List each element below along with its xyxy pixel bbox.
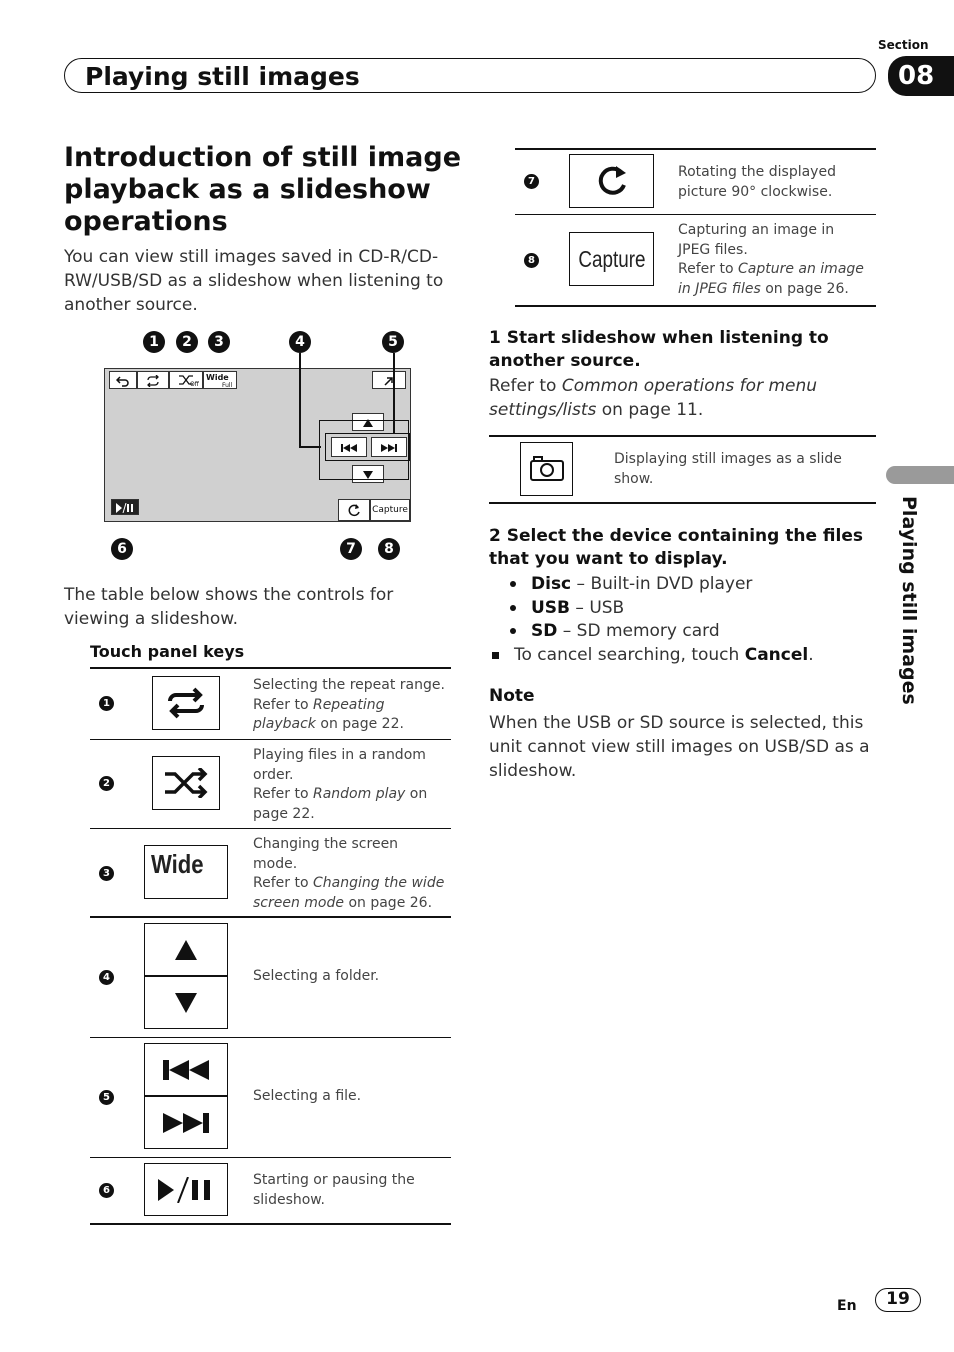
row-description: Starting or pausing the slideshow. — [253, 1172, 415, 1208]
table-row — [90, 1038, 451, 1158]
row-number: 1 — [99, 696, 114, 711]
row-number: 4 — [99, 970, 114, 985]
callout-1: 1 — [143, 331, 165, 353]
mini-capture-key — [370, 499, 410, 521]
wide-icon-label: Wide — [151, 849, 204, 879]
row-ref-link: Capture an image in JPEG files — [678, 261, 864, 297]
callout-6: 6 — [111, 538, 133, 560]
page-title: Playing still images — [85, 62, 360, 91]
bullet-key: SD — [531, 621, 558, 641]
row-number: 7 — [524, 174, 539, 189]
row-description — [253, 835, 445, 913]
row-description — [253, 746, 443, 824]
table-row — [515, 215, 876, 307]
shuffle-icon — [152, 756, 220, 810]
mini-expand-key — [372, 371, 406, 389]
bullet-value: – Built-in DVD player — [571, 574, 753, 594]
capture-icon-label: Capture — [577, 245, 646, 272]
row-refer-text: Refer to — [253, 786, 313, 802]
side-tab-label: Playing still images — [898, 496, 920, 705]
row-desc-text: Playing files in a random order. — [253, 747, 426, 783]
mini-rotate-key — [338, 499, 370, 521]
step-1-ref-link: Common operations for menu settings/lists — [489, 376, 818, 420]
row-desc-text: Changing the screen mode. — [253, 836, 399, 872]
camera-icon — [520, 442, 573, 496]
table-row — [90, 829, 451, 918]
header-bar — [64, 58, 876, 93]
page-number: 19 — [875, 1288, 921, 1312]
row-ref-link: Repeating playback — [253, 696, 385, 732]
row-number: 6 — [99, 1183, 114, 1198]
table-row — [489, 437, 876, 504]
bullet-icon — [510, 605, 516, 611]
previous-file-icon — [144, 1043, 228, 1096]
folder-up-icon — [144, 923, 228, 976]
leader-line-4 — [299, 353, 301, 447]
mini-off-label: Off — [190, 381, 199, 388]
table-row — [90, 740, 451, 829]
rotate-icon — [569, 154, 654, 208]
bullet-value: – SD memory card — [557, 621, 720, 641]
bullet-value: – USB — [570, 598, 625, 618]
note-text: When the USB or SD source is selected, this unit cannot view still images on USB/SD as a slideshow. — [489, 713, 870, 781]
touch-panel-table — [90, 667, 451, 1223]
row-page-text: on page 22. — [315, 716, 404, 732]
row-page-text: on page 22. — [253, 786, 428, 822]
bullet-disc — [510, 574, 752, 594]
leader-line-4h — [299, 446, 321, 448]
cancel-text: To cancel searching, touch — [514, 645, 745, 665]
repeat-icon — [152, 676, 220, 730]
callout-5: 5 — [382, 331, 404, 353]
bullet-key: Disc — [531, 574, 572, 594]
bullet-sd — [510, 621, 720, 641]
next-file-icon — [144, 1096, 228, 1149]
footer-language: En — [837, 1298, 857, 1314]
section-label: Section — [878, 38, 929, 52]
row-description — [253, 676, 448, 735]
callout-7: 7 — [340, 538, 362, 560]
screen-diagram — [100, 328, 420, 563]
step-1-page-text: on page 11. — [596, 400, 704, 420]
row-refer-text: Refer to — [678, 261, 738, 277]
cancel-end: . — [808, 645, 814, 665]
note-heading: Note — [489, 686, 535, 706]
row-description: Rotating the displayed picture 90° clockwise. — [678, 164, 836, 200]
row-page-text: on page 26. — [760, 280, 849, 297]
wide-icon — [144, 845, 228, 899]
bullet-usb — [510, 598, 624, 618]
bullet-key: USB — [531, 598, 571, 618]
step-2-title: 2 Select the device containing the files that you want to display. — [489, 526, 863, 569]
callout-8: 8 — [378, 538, 400, 560]
row-page-text: on page 26. — [344, 894, 433, 911]
mini-full-label: Full — [222, 382, 233, 389]
bullet-icon — [510, 581, 516, 587]
row-desc-text: Selecting the repeat range. — [253, 677, 445, 693]
bullet-icon — [510, 628, 516, 634]
mini-shuffle-key — [169, 371, 203, 389]
row-desc-text: Capturing an image in JPEG files. — [678, 222, 835, 258]
intro-paragraph: You can view still images saved in CD-R/CD-RW/USB/SD as a slideshow when listening to another source. — [64, 247, 444, 315]
row-description — [678, 221, 870, 299]
table-intro: The table below shows the controls for viewing a slideshow. — [64, 585, 394, 629]
row-number: 5 — [99, 1090, 114, 1105]
row-refer-text: Refer to — [253, 696, 313, 713]
step-1-refer-text: Refer to — [489, 376, 562, 396]
square-bullet-icon — [492, 652, 499, 659]
mini-wide-label: Wide — [206, 373, 229, 382]
side-tab-bar — [886, 466, 954, 484]
row-description: Selecting a file. — [253, 1088, 362, 1104]
table-row — [515, 150, 876, 215]
callout-2: 2 — [176, 331, 198, 353]
play-pause-icon — [144, 1163, 228, 1216]
row-number: 2 — [99, 776, 114, 791]
row-description: Selecting a folder. — [253, 968, 380, 984]
step-1-title: 1 Start slideshow when listening to another source. — [489, 328, 829, 371]
row-number: 8 — [524, 253, 539, 268]
row-description: Displaying still images as a slide show. — [614, 451, 842, 487]
row-ref-link: Random play — [312, 786, 406, 802]
row-number: 3 — [99, 866, 114, 881]
callout-box-5 — [325, 433, 410, 461]
touch-panel-heading: Touch panel keys — [90, 642, 245, 661]
row-ref-link: Changing the wide screen mode — [253, 875, 445, 911]
table-row — [90, 1158, 451, 1225]
capture-icon — [569, 232, 654, 286]
mini-play-pause-key — [111, 499, 139, 515]
cancel-key: Cancel — [744, 645, 809, 665]
step-1-reference — [489, 374, 869, 422]
mini-wide-key — [203, 371, 237, 389]
section-number: 08 — [888, 56, 954, 96]
cancel-instruction — [492, 645, 814, 665]
table-row — [90, 918, 451, 1038]
callout-3: 3 — [208, 331, 230, 353]
return-key — [109, 371, 137, 389]
main-heading: Introduction of still image playback as a slideshow operations — [64, 142, 462, 237]
rotate-capture-table — [515, 148, 876, 305]
table-row — [90, 669, 451, 740]
folder-down-icon — [144, 976, 228, 1029]
row-refer-text: Refer to — [253, 875, 313, 891]
callout-4: 4 — [289, 331, 311, 353]
slideshow-table — [489, 435, 876, 502]
mini-capture-label: Capture — [372, 505, 408, 515]
mini-repeat-key — [137, 371, 169, 389]
